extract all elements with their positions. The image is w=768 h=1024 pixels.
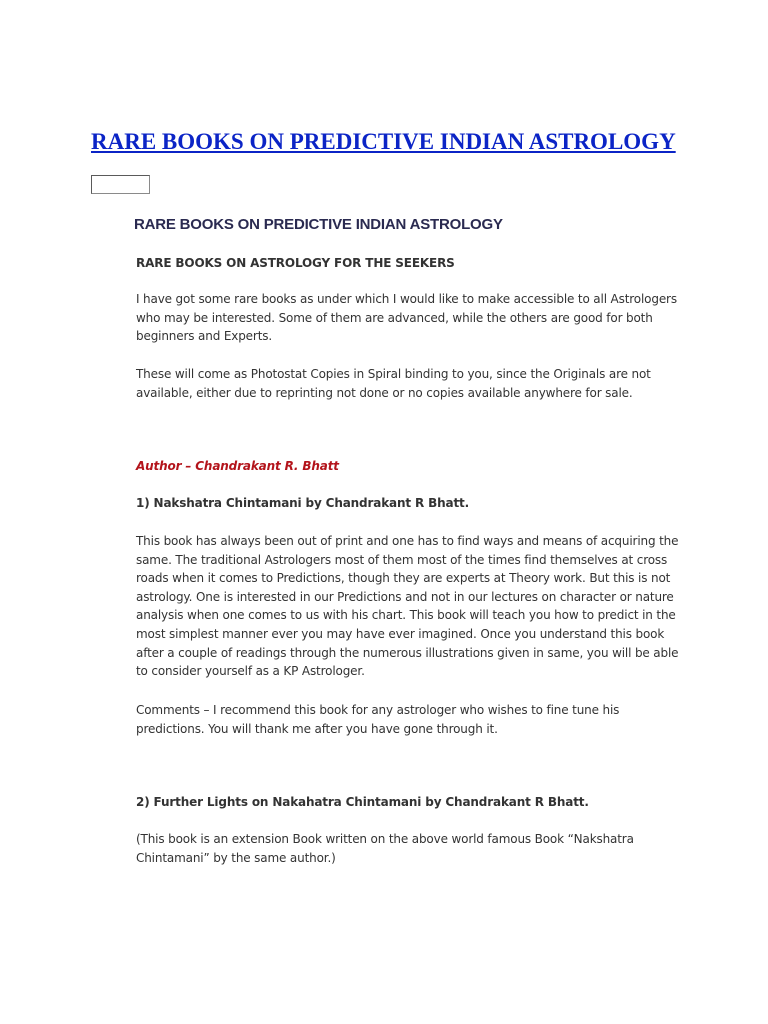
book-2-title: 2) Further Lights on Nakahatra Chintamani by Chandrakant R Bhatt. <box>136 795 589 809</box>
author-heading: Author – Chandrakant R. Bhatt <box>136 459 339 473</box>
book-2-description: (This book is an extension Book written on the above world famous Book “Nakshatra Chintamani” by the same author.) <box>136 832 634 865</box>
intro-paragraph: I have got some rare books as under which I would like to make accessible to all Astrologers who may be interested. Some of them are advanced, while the others are good for both beginners and Experts. <box>136 292 677 344</box>
section-heading: RARE BOOKS ON ASTROLOGY FOR THE SEEKERS <box>136 256 455 270</box>
photostat-paragraph: These will come as Photostat Copies in Spiral binding to you, since the Originals are not available, either due to reprinting not done or no copies available anywhere for sale. <box>136 367 651 400</box>
book-1-comments: Comments – I recommend this book for any astrologer who wishes to fine tune his predictions. You will thank me after you have gone through it. <box>136 703 620 736</box>
sub-title: RARE BOOKS ON PREDICTIVE INDIAN ASTROLOGY <box>134 216 503 233</box>
book-1-description: This book has always been out of print and one has to find ways and means of acquiring the same. The traditional Astrologers most of them most of the times find themselves at cross roads when it comes to Predictions, though they are experts at Theory work. But this is not astrology. One is interested in our Predictions and not in our lectures on character or nature analysis when one comes to us with his chart. This book will teach you how to predict in the most simplest manner ever you may have ever imagined. Once you understand this book after a couple of readings through the numerous illustrations given in same, you will be able to consider yourself as a KP Astrologer. <box>136 534 679 679</box>
text-input-box[interactable] <box>91 175 150 194</box>
book-1-title: 1) Nakshatra Chintamani by Chandrakant R Bhatt. <box>136 496 470 510</box>
main-title-link[interactable]: RARE BOOKS ON PREDICTIVE INDIAN ASTROLOGY <box>91 129 676 154</box>
